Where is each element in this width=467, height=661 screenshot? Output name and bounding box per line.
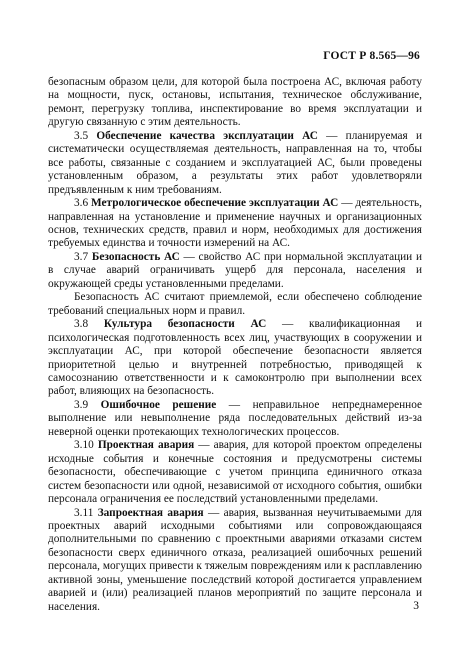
clause-number: 3.6: [74, 197, 92, 210]
definition-text: — свойство АС при нормальной эксплуатации и в случае аварий ограничивать ущерб для персонала, населения и окружающей среды установленными пределами.: [48, 250, 422, 290]
paragraph-3-5: [48, 130, 422, 197]
clause-number: 3.11: [74, 506, 98, 519]
paragraph-3-7: [48, 251, 422, 291]
definition-text: — авария, вызванная неучитываемыми для проектных аварий исходными событиями или сопровождающаяся дополнительными по сравнению с проектными авариями отказами систем безопасности сверх единичного отказа, реализацией ошибочных решений персонала, могущих привести к тяжелым повреждениям или к расплавлению активной зоны, уменьшение последствий которой достигается управлением аварией и (или) реализацией планов мероприятий по защите персонала и населения.: [48, 506, 422, 613]
paragraph-safety-note: [48, 291, 422, 318]
clause-number: 3.10: [74, 439, 98, 452]
clause-number: 3.5: [74, 129, 97, 142]
clause-number: 3.7: [74, 250, 92, 263]
term: Проектная авария: [97, 439, 195, 452]
paragraph-continuation: [48, 76, 422, 130]
paragraph-3-11: [48, 507, 422, 615]
standard-header: ГОСТ Р 8.565—96: [323, 50, 420, 62]
definition-text: — квалификационная и психологическая подготовленность всех лиц, участвующих в сооружении и эксплуатации АС, при которой обеспечение безопасности является приоритетной целью и внутренней потребностью, приводящей к самосознанию ответственности и к самоконтролю при выполнении всех работ, влияющих на безопасность.: [48, 318, 422, 398]
definition-text: — неправильное непреднамеренное выполнение или невыполнение ряда последовательных действий из-за неверной оценки протекающих технологических процессов.: [48, 398, 423, 438]
term: Безопасность АС: [91, 250, 180, 263]
term: Культура безопасности АС: [103, 318, 267, 331]
term: Метрологическое обеспечение эксплуатации АС: [91, 197, 339, 210]
clause-number: 3.8: [74, 318, 104, 331]
paragraph-3-9: [48, 399, 422, 439]
term: Запроектная авария: [97, 506, 204, 519]
clause-number: 3.9: [74, 398, 101, 411]
paragraph-3-8: [48, 318, 422, 399]
paragraph-text: Безопасность АС считают приемлемой, если обеспечено соблюдение требований специальных норм и правил.: [48, 291, 422, 317]
paragraph-3-10: [48, 439, 422, 506]
term: Обеспечение качества эксплуатации АС: [96, 129, 318, 142]
definition-text: — деятельность, направленная на установление и применение научных и организационных основ, технических средств, правил и норм, необходимых для достижения требуемых единства и точности измерений на АС.: [48, 197, 422, 250]
paragraph-3-6: [48, 197, 422, 251]
paragraph-text: безопасным образом цели, для которой была построена АС, включая работу на мощности, пуск, остановы, испытания, техническое обслуживание, ремонт, перегрузку топлива, инспектирование во время эксплуатации и другую связанную с этим деятельность.: [48, 76, 422, 129]
definition-text: — планируемая и систематически осуществляемая деятельность, направленная на то, чтобы все работы, связанные с созданием и эксплуатацией АС, были проведены установленным образом, а результаты этих работ удовлетворяли предъявленным к ним требованиям.: [48, 129, 422, 196]
page-number: 3: [413, 600, 419, 612]
term: Ошибочное решение: [100, 398, 217, 411]
document-body: [48, 76, 422, 614]
definition-text: — авария, для которой проектом определены исходные события и конечные состояния и предусмотрены системы безопасности, обеспечивающие с учетом принципа единичного отказа систем безопасности или одной, независимой от исходного события, ошибки персонала ограничения ее последствий установленными пределами.: [48, 439, 423, 506]
